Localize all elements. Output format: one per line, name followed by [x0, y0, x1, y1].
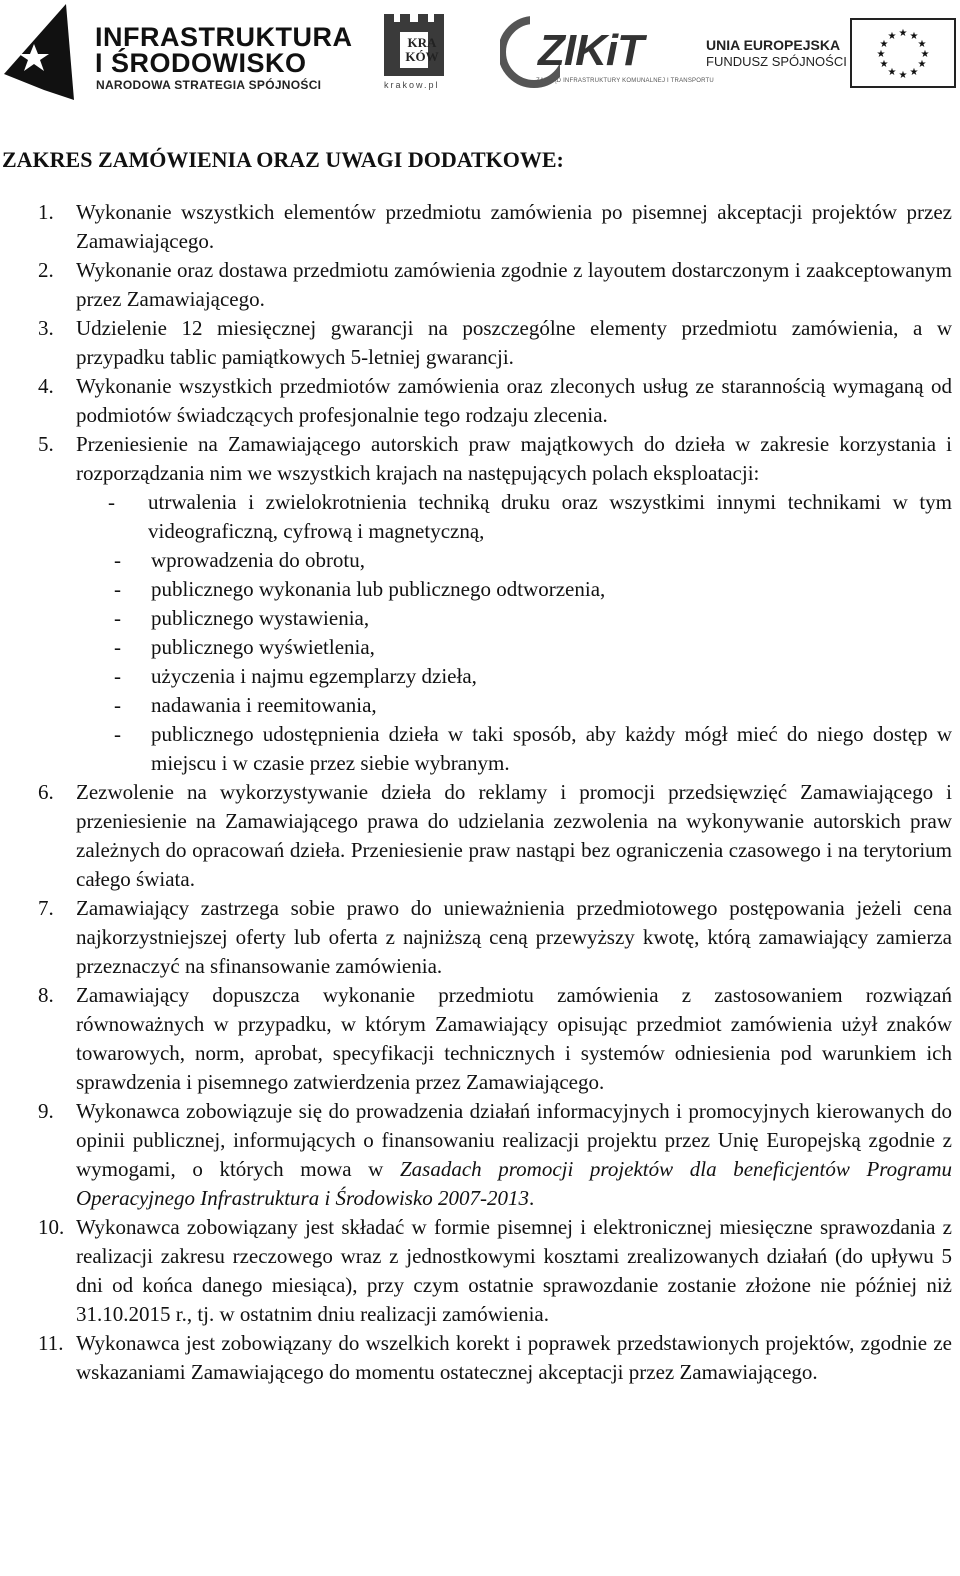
svg-text:★: ★ [879, 39, 889, 50]
list-item [0, 1329, 952, 1387]
sub-list-dash: - [114, 664, 121, 688]
list-item [0, 372, 952, 430]
list-item-text: Wykonawca zobowiązuje się do prowadzenia działań informacyjnych i promocyjnych kierowanych do opinii publicznej, informujących o finansowaniu realizacji projektu przez Unię Europejską zgodnie z wymogami, o których mowa w [76, 1099, 952, 1181]
header-logos [0, 0, 960, 110]
sub-list-dash: - [114, 606, 121, 630]
sub-list-item [0, 488, 952, 546]
svg-text:★: ★ [887, 31, 897, 42]
svg-text:★: ★ [879, 59, 889, 70]
list-item-text: Zezwolenie na wykorzystywanie dzieła do reklamy i promocji przedsięwzięć Zamawiającego i przeniesienie na Zamawiającego prawa do udzielania zezwolenia na wykonywanie autorskich praw zależnych do opracowań dzieła. Przeniesienie praw nastąpi bez ograniczenia czasowego i na terytorium całego świata. [76, 780, 952, 891]
sub-list-item-text: publicznego wyświetlenia, [151, 635, 375, 659]
numbered-list [0, 198, 952, 1387]
sub-list-item [0, 720, 952, 778]
list-item-text: Przeniesienie na Zamawiającego autorskich praw majątkowych do dzieła w zakresie korzystania i rozporządzania nim we wszystkich krajach na następujących polach eksploatacji: [76, 432, 952, 485]
list-item [0, 430, 952, 778]
svg-text:★: ★ [887, 67, 897, 78]
list-item [0, 894, 952, 981]
list-item [0, 981, 952, 1097]
sub-list-dash: - [114, 693, 121, 717]
list-item-text: Wykonawca zobowiązany jest składać w formie pisemnej i elektronicznej miesięczne sprawozdania z realizacji zakresu rzeczowego wraz z jednostkowymi kosztami zrealizowanych działań (do upływu 5 dni od końca danego miesiąca), przy czym ostatnie sprawozdanie zostanie złożone nie później niż 31.10.2015 r., tj. w ostatnim dniu realizacji zamówienia. [76, 1215, 952, 1326]
sub-list [0, 488, 952, 778]
list-item-number: 5. [38, 432, 54, 456]
document-body [0, 142, 952, 1387]
list-item-number: 3. [38, 316, 54, 340]
logo-is-line3: NARODOWA STRATEGIA SPÓJNOŚCI [96, 78, 322, 92]
svg-text:★: ★ [898, 70, 908, 81]
sub-list-item [0, 691, 952, 720]
sub-list-item-text: utrwalenia i zwielokrotnienia techniką druku oraz wszystkimi innymi technikami w tym videograficzną, cyfrową i magnetyczną, [148, 490, 952, 543]
list-item [0, 198, 952, 256]
svg-text:★: ★ [909, 67, 919, 78]
list-item-number: 7. [38, 896, 54, 920]
list-item-number: 11. [38, 1331, 64, 1355]
svg-text:★: ★ [920, 49, 930, 60]
krakow-logo [378, 14, 450, 92]
infrastruktura-srodowisko-logo [0, 0, 353, 104]
sub-list-dash: - [114, 548, 121, 572]
sub-list-dash: - [114, 577, 121, 601]
krakow-logo-text: KRA KÓW [405, 35, 439, 64]
svg-text:★: ★ [917, 59, 927, 70]
list-item [0, 1213, 952, 1329]
zikit-logo-text: ZIKiT [538, 26, 643, 75]
star-emblem-icon [4, 2, 74, 100]
list-item-text: Zamawiający dopuszcza wykonanie przedmiotu zamówienia z zastosowaniem rozwiązań równoważnych w przypadku, w którym Zamawiający opisując przedmiot zamówienia użył znaków towarowych, norm, aprobat, specyfikacji technicznych i systemów odniesienia pod warunkiem ich sprawdzenia i pisemnego zatwierdzenia przez Zamawiającego. [76, 983, 952, 1094]
sub-list-item [0, 604, 952, 633]
list-item-text: Wykonanie wszystkich przedmiotów zamówienia oraz zleconych usług ze starannością wymaganą od podmiotów świadczących profesjonalnie tego rodzaju zlecenia. [76, 374, 952, 427]
logo-is-line1: INFRASTRUKTURA [95, 22, 353, 52]
list-item-text: Udzielenie 12 miesięcznej gwarancji na poszczególne elementy przedmiotu zamówienia, a w przypadku tablic pamiątkowych 5-letniej gwarancji. [76, 316, 952, 369]
logo-ue-line1: UNIA EUROPEJSKA [706, 37, 841, 53]
list-item [0, 1097, 952, 1213]
section-title: ZAKRES ZAMÓWIENIA ORAZ UWAGI DODATKOWE: [2, 147, 564, 172]
sub-list-dash: - [108, 490, 115, 514]
list-item-number: 8. [38, 983, 54, 1007]
list-item-number: 1. [38, 200, 54, 224]
list-item [0, 778, 952, 894]
zikit-logo [500, 14, 714, 90]
list-item-tail: . [529, 1186, 535, 1210]
sub-list-item [0, 633, 952, 662]
sub-list-item-text: użyczenia i najmu egzemplarzy dzieła, [151, 664, 477, 688]
list-item-number: 6. [38, 780, 54, 804]
list-item-text: Wykonanie wszystkich elementów przedmiotu zamówienia po pisemnej akceptacji projektów przez Zamawiającego. [76, 200, 952, 253]
zikit-logo-subtitle: ZARZĄD INFRASTRUKTURY KOMUNALNEJ I TRANSPORTU [536, 78, 714, 84]
eu-flag-icon [850, 18, 956, 88]
sub-list-dash: - [114, 635, 121, 659]
svg-text:★: ★ [917, 39, 927, 50]
svg-text:★: ★ [909, 31, 919, 42]
list-item-text: Wykonanie oraz dostawa przedmiotu zamówienia zgodnie z layoutem dostarczonym i zaakceptowanym przez Zamawiającego. [76, 258, 952, 311]
list-item-number: 9. [38, 1099, 54, 1123]
sub-list-item-text: publicznego wystawienia, [151, 606, 370, 630]
logo-ue-line2: FUNDUSZ SPÓJNOŚCI [706, 54, 847, 69]
list-item-number: 4. [38, 374, 54, 398]
list-item-number: 10. [38, 1215, 65, 1239]
svg-text:★: ★ [876, 49, 886, 60]
sub-list-item-text: wprowadzenia do obrotu, [151, 548, 366, 572]
sub-list-dash: - [114, 722, 121, 746]
sub-list-item-text: publicznego wykonania lub publicznego odtworzenia, [151, 577, 606, 601]
svg-text:★: ★ [898, 28, 908, 39]
sub-list-item [0, 546, 952, 575]
list-item-italic-text: Zasadach promocji projektów dla beneficjentów Programu Operacyjnego Infrastruktura i Środowisko 2007-2013 [76, 1157, 953, 1210]
list-item-text: Wykonawca jest zobowiązany do wszelkich korekt i poprawek przedstawionych projektów, zgodnie ze wskazaniami Zamawiającego do momentu ostatecznej akceptacji przez Zamawiającego. [76, 1331, 952, 1384]
sub-list-item [0, 575, 952, 604]
list-item-text: Zamawiający zastrzega sobie prawo do unieważnienia przedmiotowego postępowania jeżeli cena najkorzystniejszej oferty lub oferta z najniższą ceną przewyższy kwotę, którą zamawiający zamierza przeznaczyć na sfinansowanie zamówienia. [76, 896, 952, 978]
sub-list-item [0, 662, 952, 691]
list-item [0, 256, 952, 314]
eu-cohesion-fund-logo [706, 18, 956, 88]
sub-list-item-text: publicznego udostępnienia dzieła w taki sposób, aby każdy mógł mieć do niego dostęp w miejscu i w czasie przez siebie wybranym. [151, 722, 952, 775]
list-item [0, 314, 952, 372]
list-item-number: 2. [38, 258, 54, 282]
logo-is-line2: I ŚRODOWISKO [95, 48, 307, 78]
krakow-logo-url: krakow.pl [384, 80, 440, 90]
sub-list-item-text: nadawania i reemitowania, [151, 693, 377, 717]
